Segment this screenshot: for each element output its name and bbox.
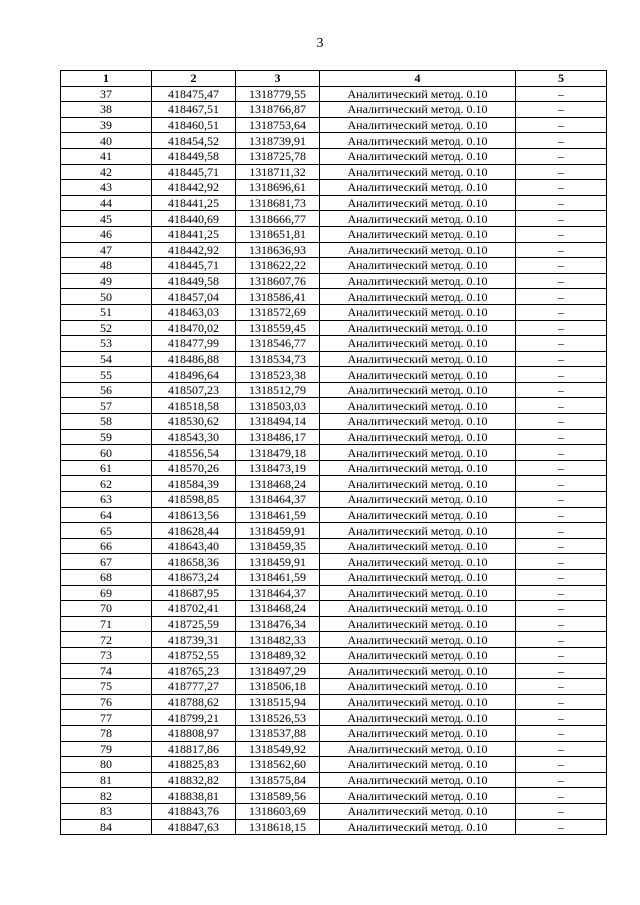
x-coordinate-cell: 418788,62 <box>152 694 236 710</box>
x-coordinate-cell: 418467,51 <box>152 102 236 118</box>
point-number-cell: 73 <box>61 647 152 663</box>
method-cell: Аналитический метод. 0.10 <box>320 148 516 164</box>
x-coordinate-cell: 418752,55 <box>152 647 236 663</box>
x-coordinate-cell: 418463,03 <box>152 304 236 320</box>
method-cell: Аналитический метод. 0.10 <box>320 398 516 414</box>
table-row <box>61 538 607 554</box>
table-row <box>61 195 607 211</box>
note-cell: – <box>516 632 607 648</box>
point-number-cell: 53 <box>61 336 152 352</box>
method-cell: Аналитический метод. 0.10 <box>320 133 516 149</box>
method-cell: Аналитический метод. 0.10 <box>320 694 516 710</box>
point-number-cell: 54 <box>61 351 152 367</box>
x-coordinate-cell: 418799,21 <box>152 710 236 726</box>
method-cell: Аналитический метод. 0.10 <box>320 117 516 133</box>
note-cell: – <box>516 757 607 773</box>
method-cell: Аналитический метод. 0.10 <box>320 367 516 383</box>
table-row <box>61 741 607 757</box>
method-cell: Аналитический метод. 0.10 <box>320 570 516 586</box>
method-cell: Аналитический метод. 0.10 <box>320 554 516 570</box>
y-coordinate-cell: 1318482,33 <box>236 632 320 648</box>
method-cell: Аналитический метод. 0.10 <box>320 772 516 788</box>
table-row <box>61 180 607 196</box>
x-coordinate-cell: 418832,82 <box>152 772 236 788</box>
method-cell: Аналитический метод. 0.10 <box>320 164 516 180</box>
note-cell: – <box>516 429 607 445</box>
x-coordinate-cell: 418441,25 <box>152 195 236 211</box>
y-coordinate-cell: 1318651,81 <box>236 226 320 242</box>
note-cell: – <box>516 710 607 726</box>
method-cell: Аналитический метод. 0.10 <box>320 538 516 554</box>
x-coordinate-cell: 418556,54 <box>152 445 236 461</box>
point-number-cell: 71 <box>61 616 152 632</box>
point-number-cell: 60 <box>61 445 152 461</box>
table-row <box>61 492 607 508</box>
method-cell: Аналитический метод. 0.10 <box>320 710 516 726</box>
point-number-cell: 59 <box>61 429 152 445</box>
table-row <box>61 414 607 430</box>
point-number-cell: 58 <box>61 414 152 430</box>
note-cell: – <box>516 211 607 227</box>
note-cell: – <box>516 320 607 336</box>
y-coordinate-cell: 1318473,19 <box>236 460 320 476</box>
method-cell: Аналитический метод. 0.10 <box>320 663 516 679</box>
point-number-cell: 49 <box>61 273 152 289</box>
x-coordinate-cell: 418825,83 <box>152 757 236 773</box>
y-coordinate-cell: 1318468,24 <box>236 601 320 617</box>
y-coordinate-cell: 1318549,92 <box>236 741 320 757</box>
note-cell: – <box>516 445 607 461</box>
y-coordinate-cell: 1318622,22 <box>236 258 320 274</box>
y-coordinate-cell: 1318494,14 <box>236 414 320 430</box>
x-coordinate-cell: 418445,71 <box>152 258 236 274</box>
coordinates-table <box>60 70 607 835</box>
x-coordinate-cell: 418496,64 <box>152 367 236 383</box>
point-number-cell: 84 <box>61 819 152 835</box>
method-cell: Аналитический метод. 0.10 <box>320 273 516 289</box>
x-coordinate-cell: 418702,41 <box>152 601 236 617</box>
y-coordinate-cell: 1318586,41 <box>236 289 320 305</box>
method-cell: Аналитический метод. 0.10 <box>320 242 516 258</box>
point-number-cell: 66 <box>61 538 152 554</box>
table-row <box>61 102 607 118</box>
method-cell: Аналитический метод. 0.10 <box>320 180 516 196</box>
x-coordinate-cell: 418477,99 <box>152 336 236 352</box>
method-cell: Аналитический метод. 0.10 <box>320 86 516 102</box>
table-row <box>61 757 607 773</box>
note-cell: – <box>516 803 607 819</box>
table-row <box>61 507 607 523</box>
x-coordinate-cell: 418449,58 <box>152 273 236 289</box>
x-coordinate-cell: 418442,92 <box>152 180 236 196</box>
y-coordinate-cell: 1318476,34 <box>236 616 320 632</box>
point-number-cell: 43 <box>61 180 152 196</box>
table-row <box>61 601 607 617</box>
table-row <box>61 117 607 133</box>
note-cell: – <box>516 148 607 164</box>
x-coordinate-cell: 418838,81 <box>152 788 236 804</box>
y-coordinate-cell: 1318607,76 <box>236 273 320 289</box>
method-cell: Аналитический метод. 0.10 <box>320 803 516 819</box>
table-row <box>61 445 607 461</box>
y-coordinate-cell: 1318618,15 <box>236 819 320 835</box>
page-number: 3 <box>316 36 324 51</box>
y-coordinate-cell: 1318666,77 <box>236 211 320 227</box>
y-coordinate-cell: 1318461,59 <box>236 507 320 523</box>
note-cell: – <box>516 336 607 352</box>
x-coordinate-cell: 418584,39 <box>152 476 236 492</box>
note-cell: – <box>516 819 607 835</box>
x-coordinate-cell: 418449,58 <box>152 148 236 164</box>
point-number-cell: 64 <box>61 507 152 523</box>
x-coordinate-cell: 418441,25 <box>152 226 236 242</box>
note-cell: – <box>516 492 607 508</box>
y-coordinate-cell: 1318464,37 <box>236 585 320 601</box>
y-coordinate-cell: 1318636,93 <box>236 242 320 258</box>
method-cell: Аналитический метод. 0.10 <box>320 102 516 118</box>
note-cell: – <box>516 772 607 788</box>
note-cell: – <box>516 226 607 242</box>
note-cell: – <box>516 725 607 741</box>
point-number-cell: 77 <box>61 710 152 726</box>
table-row <box>61 803 607 819</box>
y-coordinate-cell: 1318526,53 <box>236 710 320 726</box>
method-cell: Аналитический метод. 0.10 <box>320 414 516 430</box>
table-row <box>61 133 607 149</box>
method-cell: Аналитический метод. 0.10 <box>320 492 516 508</box>
y-coordinate-cell: 1318523,38 <box>236 367 320 383</box>
method-cell: Аналитический метод. 0.10 <box>320 336 516 352</box>
x-coordinate-cell: 418445,71 <box>152 164 236 180</box>
note-cell: – <box>516 616 607 632</box>
point-number-cell: 83 <box>61 803 152 819</box>
x-coordinate-cell: 418739,31 <box>152 632 236 648</box>
x-coordinate-cell: 418475,47 <box>152 86 236 102</box>
method-cell: Аналитический метод. 0.10 <box>320 523 516 539</box>
table-row <box>61 242 607 258</box>
note-cell: – <box>516 195 607 211</box>
note-cell: – <box>516 164 607 180</box>
table-row <box>61 320 607 336</box>
note-cell: – <box>516 242 607 258</box>
point-number-cell: 57 <box>61 398 152 414</box>
point-number-cell: 51 <box>61 304 152 320</box>
table-row <box>61 460 607 476</box>
x-coordinate-cell: 418808,97 <box>152 725 236 741</box>
x-coordinate-cell: 418457,04 <box>152 289 236 305</box>
x-coordinate-cell: 418628,44 <box>152 523 236 539</box>
note-cell: – <box>516 570 607 586</box>
note-cell: – <box>516 289 607 305</box>
x-coordinate-cell: 418765,23 <box>152 663 236 679</box>
point-number-cell: 69 <box>61 585 152 601</box>
table-row <box>61 304 607 320</box>
point-number-cell: 41 <box>61 148 152 164</box>
note-cell: – <box>516 601 607 617</box>
note-cell: – <box>516 273 607 289</box>
table-row <box>61 336 607 352</box>
y-coordinate-cell: 1318753,64 <box>236 117 320 133</box>
table-row <box>61 616 607 632</box>
table-row <box>61 772 607 788</box>
y-coordinate-cell: 1318459,35 <box>236 538 320 554</box>
x-coordinate-cell: 418847,63 <box>152 819 236 835</box>
method-cell: Аналитический метод. 0.10 <box>320 647 516 663</box>
method-cell: Аналитический метод. 0.10 <box>320 819 516 835</box>
note-cell: – <box>516 86 607 102</box>
column-header-4: 4 <box>320 71 516 87</box>
method-cell: Аналитический метод. 0.10 <box>320 616 516 632</box>
column-header-3: 3 <box>236 71 320 87</box>
point-number-cell: 62 <box>61 476 152 492</box>
note-cell: – <box>516 398 607 414</box>
table-row <box>61 788 607 804</box>
note-cell: – <box>516 414 607 430</box>
point-number-cell: 68 <box>61 570 152 586</box>
y-coordinate-cell: 1318459,91 <box>236 523 320 539</box>
y-coordinate-cell: 1318711,32 <box>236 164 320 180</box>
method-cell: Аналитический метод. 0.10 <box>320 320 516 336</box>
x-coordinate-cell: 418442,92 <box>152 242 236 258</box>
y-coordinate-cell: 1318506,18 <box>236 679 320 695</box>
note-cell: – <box>516 554 607 570</box>
note-cell: – <box>516 788 607 804</box>
table-row <box>61 351 607 367</box>
method-cell: Аналитический метод. 0.10 <box>320 507 516 523</box>
table-header-row <box>61 71 607 87</box>
x-coordinate-cell: 418725,59 <box>152 616 236 632</box>
y-coordinate-cell: 1318739,91 <box>236 133 320 149</box>
table-row <box>61 226 607 242</box>
table-row <box>61 398 607 414</box>
note-cell: – <box>516 367 607 383</box>
table-row <box>61 570 607 586</box>
x-coordinate-cell: 418570,26 <box>152 460 236 476</box>
x-coordinate-cell: 418486,88 <box>152 351 236 367</box>
y-coordinate-cell: 1318489,32 <box>236 647 320 663</box>
note-cell: – <box>516 741 607 757</box>
y-coordinate-cell: 1318479,18 <box>236 445 320 461</box>
table-row <box>61 367 607 383</box>
y-coordinate-cell: 1318515,94 <box>236 694 320 710</box>
y-coordinate-cell: 1318503,03 <box>236 398 320 414</box>
note-cell: – <box>516 694 607 710</box>
x-coordinate-cell: 418470,02 <box>152 320 236 336</box>
point-number-cell: 50 <box>61 289 152 305</box>
table-body <box>61 86 607 835</box>
method-cell: Аналитический метод. 0.10 <box>320 351 516 367</box>
method-cell: Аналитический метод. 0.10 <box>320 382 516 398</box>
note-cell: – <box>516 476 607 492</box>
table-row <box>61 148 607 164</box>
note-cell: – <box>516 258 607 274</box>
method-cell: Аналитический метод. 0.10 <box>320 632 516 648</box>
note-cell: – <box>516 133 607 149</box>
table-row <box>61 258 607 274</box>
point-number-cell: 45 <box>61 211 152 227</box>
table-row <box>61 647 607 663</box>
x-coordinate-cell: 418613,56 <box>152 507 236 523</box>
y-coordinate-cell: 1318696,61 <box>236 180 320 196</box>
point-number-cell: 46 <box>61 226 152 242</box>
y-coordinate-cell: 1318725,78 <box>236 148 320 164</box>
method-cell: Аналитический метод. 0.10 <box>320 679 516 695</box>
y-coordinate-cell: 1318497,29 <box>236 663 320 679</box>
y-coordinate-cell: 1318464,37 <box>236 492 320 508</box>
method-cell: Аналитический метод. 0.10 <box>320 585 516 601</box>
x-coordinate-cell: 418543,30 <box>152 429 236 445</box>
method-cell: Аналитический метод. 0.10 <box>320 289 516 305</box>
method-cell: Аналитический метод. 0.10 <box>320 788 516 804</box>
point-number-cell: 61 <box>61 460 152 476</box>
y-coordinate-cell: 1318468,24 <box>236 476 320 492</box>
point-number-cell: 75 <box>61 679 152 695</box>
x-coordinate-cell: 418643,40 <box>152 538 236 554</box>
point-number-cell: 72 <box>61 632 152 648</box>
point-number-cell: 67 <box>61 554 152 570</box>
point-number-cell: 37 <box>61 86 152 102</box>
y-coordinate-cell: 1318779,55 <box>236 86 320 102</box>
y-coordinate-cell: 1318546,77 <box>236 336 320 352</box>
y-coordinate-cell: 1318575,84 <box>236 772 320 788</box>
method-cell: Аналитический метод. 0.10 <box>320 304 516 320</box>
point-number-cell: 74 <box>61 663 152 679</box>
x-coordinate-cell: 418658,36 <box>152 554 236 570</box>
point-number-cell: 70 <box>61 601 152 617</box>
point-number-cell: 65 <box>61 523 152 539</box>
method-cell: Аналитический метод. 0.10 <box>320 211 516 227</box>
point-number-cell: 79 <box>61 741 152 757</box>
table-row <box>61 663 607 679</box>
y-coordinate-cell: 1318461,59 <box>236 570 320 586</box>
table-row <box>61 429 607 445</box>
column-header-5: 5 <box>516 71 607 87</box>
point-number-cell: 76 <box>61 694 152 710</box>
note-cell: – <box>516 523 607 539</box>
table-row <box>61 819 607 835</box>
y-coordinate-cell: 1318512,79 <box>236 382 320 398</box>
table-row <box>61 554 607 570</box>
x-coordinate-cell: 418454,52 <box>152 133 236 149</box>
method-cell: Аналитический метод. 0.10 <box>320 429 516 445</box>
y-coordinate-cell: 1318559,45 <box>236 320 320 336</box>
method-cell: Аналитический метод. 0.10 <box>320 195 516 211</box>
point-number-cell: 38 <box>61 102 152 118</box>
method-cell: Аналитический метод. 0.10 <box>320 476 516 492</box>
point-number-cell: 40 <box>61 133 152 149</box>
x-coordinate-cell: 418817,86 <box>152 741 236 757</box>
table-row <box>61 679 607 695</box>
note-cell: – <box>516 351 607 367</box>
point-number-cell: 44 <box>61 195 152 211</box>
note-cell: – <box>516 679 607 695</box>
y-coordinate-cell: 1318681,73 <box>236 195 320 211</box>
table-row <box>61 694 607 710</box>
note-cell: – <box>516 102 607 118</box>
note-cell: – <box>516 304 607 320</box>
point-number-cell: 63 <box>61 492 152 508</box>
note-cell: – <box>516 663 607 679</box>
point-number-cell: 52 <box>61 320 152 336</box>
x-coordinate-cell: 418687,95 <box>152 585 236 601</box>
note-cell: – <box>516 647 607 663</box>
point-number-cell: 82 <box>61 788 152 804</box>
point-number-cell: 81 <box>61 772 152 788</box>
table-row <box>61 86 607 102</box>
table-row <box>61 289 607 305</box>
method-cell: Аналитический метод. 0.10 <box>320 460 516 476</box>
method-cell: Аналитический метод. 0.10 <box>320 725 516 741</box>
y-coordinate-cell: 1318534,73 <box>236 351 320 367</box>
point-number-cell: 80 <box>61 757 152 773</box>
table-row <box>61 164 607 180</box>
point-number-cell: 56 <box>61 382 152 398</box>
point-number-cell: 78 <box>61 725 152 741</box>
method-cell: Аналитический метод. 0.10 <box>320 741 516 757</box>
note-cell: – <box>516 507 607 523</box>
table-row <box>61 273 607 289</box>
point-number-cell: 39 <box>61 117 152 133</box>
y-coordinate-cell: 1318766,87 <box>236 102 320 118</box>
y-coordinate-cell: 1318486,17 <box>236 429 320 445</box>
note-cell: – <box>516 382 607 398</box>
point-number-cell: 48 <box>61 258 152 274</box>
table-row <box>61 523 607 539</box>
method-cell: Аналитический метод. 0.10 <box>320 445 516 461</box>
method-cell: Аналитический метод. 0.10 <box>320 226 516 242</box>
method-cell: Аналитический метод. 0.10 <box>320 258 516 274</box>
y-coordinate-cell: 1318562,60 <box>236 757 320 773</box>
y-coordinate-cell: 1318589,56 <box>236 788 320 804</box>
y-coordinate-cell: 1318603,69 <box>236 803 320 819</box>
table-row <box>61 211 607 227</box>
note-cell: – <box>516 538 607 554</box>
table-row <box>61 382 607 398</box>
table-row <box>61 476 607 492</box>
note-cell: – <box>516 180 607 196</box>
note-cell: – <box>516 460 607 476</box>
method-cell: Аналитический метод. 0.10 <box>320 757 516 773</box>
x-coordinate-cell: 418673,24 <box>152 570 236 586</box>
x-coordinate-cell: 418507,23 <box>152 382 236 398</box>
note-cell: – <box>516 585 607 601</box>
table-row <box>61 725 607 741</box>
table-row <box>61 632 607 648</box>
point-number-cell: 47 <box>61 242 152 258</box>
x-coordinate-cell: 418440,69 <box>152 211 236 227</box>
x-coordinate-cell: 418843,76 <box>152 803 236 819</box>
table-row <box>61 710 607 726</box>
y-coordinate-cell: 1318459,91 <box>236 554 320 570</box>
x-coordinate-cell: 418460,51 <box>152 117 236 133</box>
y-coordinate-cell: 1318537,88 <box>236 725 320 741</box>
column-header-1: 1 <box>61 71 152 87</box>
table-row <box>61 585 607 601</box>
note-cell: – <box>516 117 607 133</box>
point-number-cell: 55 <box>61 367 152 383</box>
x-coordinate-cell: 418518,58 <box>152 398 236 414</box>
point-number-cell: 42 <box>61 164 152 180</box>
x-coordinate-cell: 418777,27 <box>152 679 236 695</box>
y-coordinate-cell: 1318572,69 <box>236 304 320 320</box>
x-coordinate-cell: 418598,85 <box>152 492 236 508</box>
column-header-2: 2 <box>152 71 236 87</box>
method-cell: Аналитический метод. 0.10 <box>320 601 516 617</box>
x-coordinate-cell: 418530,62 <box>152 414 236 430</box>
